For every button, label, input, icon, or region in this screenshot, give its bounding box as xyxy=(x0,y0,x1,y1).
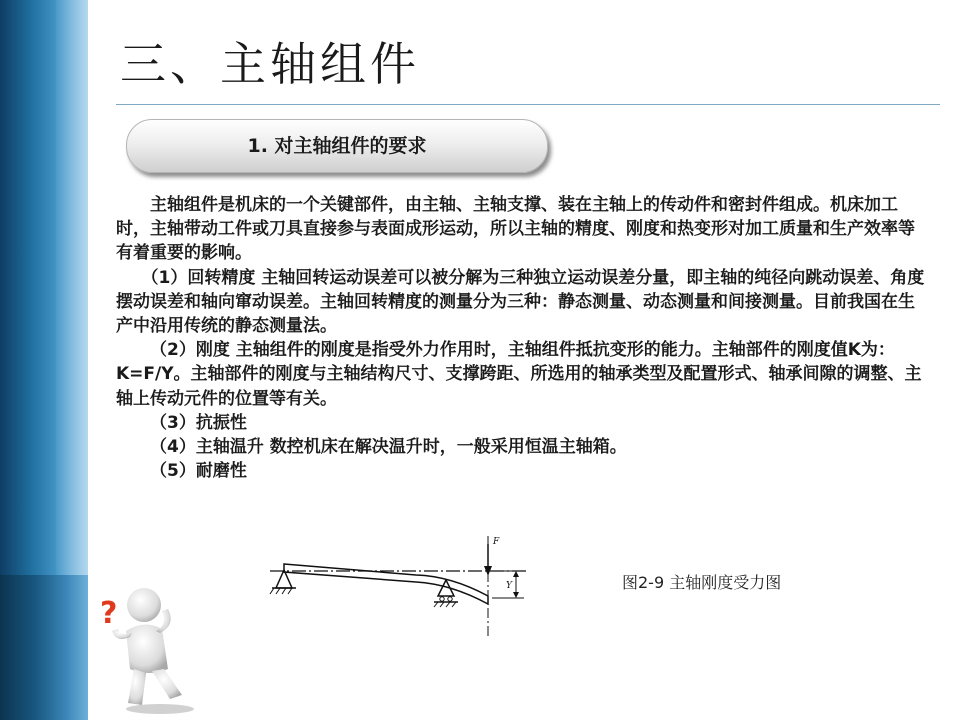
paragraph-vibration: （3）抗振性 xyxy=(150,412,247,433)
force-label: F xyxy=(493,537,500,547)
stiffness-diagram xyxy=(266,530,536,644)
left-band-bottom xyxy=(0,575,88,720)
person-head xyxy=(127,588,161,622)
deflected-spindle xyxy=(284,564,488,604)
paragraph-temperature: （4）主轴温升 数控机床在解决温升时，一般采用恒温主轴箱。 xyxy=(150,437,627,458)
section-heading-pill xyxy=(126,119,548,173)
person-question-figure xyxy=(98,585,208,719)
person-illustration xyxy=(98,585,208,715)
page-title: 三、主轴组件 xyxy=(120,37,420,91)
paragraph-wear: （5）耐磨性 xyxy=(150,461,247,482)
paragraph-stiffness: （2）刚度 主轴组件的刚度是指受外力作用时，主轴组件抵抗变形的能力。主轴部件的刚度值K为：K=F/Y。主轴部件的刚度与主轴结构尺寸、支撑跨距、所选用的轴承类型及配置形式、轴承间隙的调整、主轴上传动元件的位置等有关。 xyxy=(116,340,922,409)
deflection-label: Y xyxy=(506,581,512,591)
section-heading-text: 1. 对主轴组件的要求 xyxy=(247,135,427,157)
band-divider xyxy=(88,0,96,720)
figure-caption: 图2-9 主轴刚度受力图 xyxy=(622,573,782,592)
left-decor-band xyxy=(0,0,88,720)
question-mark-icon: ? xyxy=(100,596,118,631)
paragraph-intro: 主轴组件是机床的一个关键部件，由主轴、主轴支撑、装在主轴上的传动件和密封件组成。机床加工时，主轴带动工件或刀具直接参与表面成形运动，所以主轴的精度、刚度和热变形对加工质量和生产效率等有着重要的影响。 xyxy=(116,195,915,264)
paragraph-rotation-accuracy: （1）回转精度 主轴回转运动误差可以被分解为三种独立运动误差分量，即主轴的纯径向跳动误差、角度摆动误差和轴向窜动误差。主轴回转精度的测量分为三种：静态测量、动态测量和间接测量。目前我国在生产中沿用传统的静态测量法。 xyxy=(116,267,925,337)
title-divider xyxy=(116,104,940,105)
body-text xyxy=(116,193,928,483)
stiffness-diagram-svg xyxy=(266,530,536,640)
